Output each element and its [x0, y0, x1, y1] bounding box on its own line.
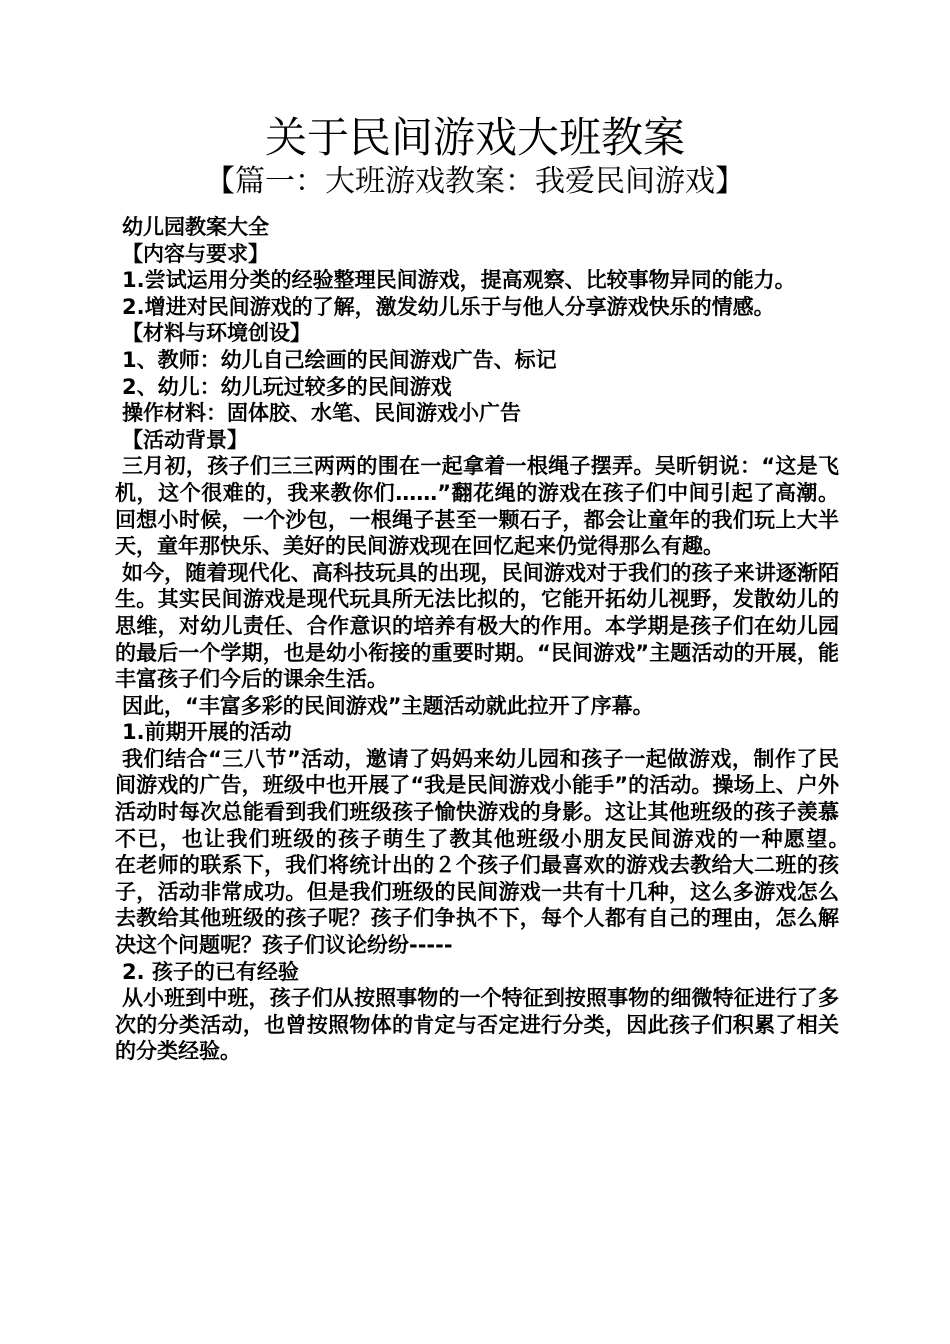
- heading-previous-activities: 1.前期开展的活动: [122, 720, 292, 745]
- heading-content-requirements: 【内容与要求】: [122, 241, 269, 266]
- paragraph-materials-operation: 操作材料：固体胶、水笔、民间游戏小广告: [122, 401, 521, 426]
- paragraph-background-3: 因此，“丰富多彩的民间游戏”主题活动就此拉开了序幕。: [122, 693, 654, 718]
- document-subtitle: 【篇一：大班游戏教案：我爱民间游戏】: [205, 164, 745, 199]
- paragraph-background-2: 如今，随着现代化、高科技玩具的出现，民间游戏对于我们的孩子来讲逐渐陌生。其实民间游戏是现代玩具所无法比拟的，它能开拓幼儿视野，发散幼儿的思维，对幼儿责任、合作意识的培养有极大的作用。本学期是孩子们在幼儿园的最后一个学期，也是幼小衔接的重要时期。“民间游戏”主题活动的开展，能丰富孩子们今后的课余生活。: [115, 560, 839, 692]
- heading-materials: 【材料与环境创设】: [122, 321, 311, 346]
- paragraph-goal-1: 1.尝试运用分类的经验整理民间游戏，提高观察、比较事物异同的能力。: [122, 268, 796, 293]
- document-body: [115, 214, 860, 1065]
- document-title: 关于民间游戏大班教案: [264, 113, 685, 162]
- paragraph-site-name: 幼儿园教案大全: [122, 215, 269, 239]
- heading-background: 【活动背景】: [122, 427, 248, 452]
- heading-prior-experience: 2. 孩子的已有经验: [122, 959, 299, 984]
- paragraph-materials-children: 2、幼儿：幼儿玩过较多的民间游戏: [122, 374, 452, 399]
- paragraph-background-1: 三月初，孩子们三三两两的围在一起拿着一根绳子摆弄。吴昕钥说：“这是飞机，这个很难的，我来教你们……”翻花绳的游戏在孩子们中间引起了高潮。回想小时候，一个沙包，一根绳子甚至一颗石子，都会让童年的我们玩上大半天，童年那快乐、美好的民间游戏现在回忆起来仍觉得那么有趣。: [115, 454, 839, 559]
- paragraph-previous-activities: 我们结合“三八节”活动，邀请了妈妈来幼儿园和孩子一起做游戏，制作了民间游戏的广告，班级中也开展了“我是民间游戏小能手”的活动。操场上、户外活动时每次总能看到我们班级孩子愉快游戏的身影。这让其他班级的孩子羡慕不已，也让我们班级的孩子萌生了教其他班级小朋友民间游戏的一种愿望。 在老师的联系下，我们将统计出的２个孩子们最喜欢的游戏去教给大二班的孩子，活动非常成功。但是我们班级的民间游戏一共有十几种，这么多游戏怎么去教给其他班级的孩子呢？孩子们争执不下，每个人都有自己的理由，怎么解决这个问题呢？孩子们议论纷纷-----: [115, 746, 860, 958]
- paragraph-materials-teacher: 1、教师：幼儿自己绘画的民间游戏广告、标记: [122, 347, 557, 372]
- paragraph-goal-2: 2.增进对民间游戏的了解，激发幼儿乐于与他人分享游戏快乐的情感。: [122, 294, 775, 319]
- paragraph-prior-experience: 从小班到中班，孩子们从按照事物的一个特征到按照事物的细微特征进行了多次的分类活动，也曾按照物体的肯定与否定进行分类，因此孩子们积累了相关的分类经验。: [115, 986, 839, 1064]
